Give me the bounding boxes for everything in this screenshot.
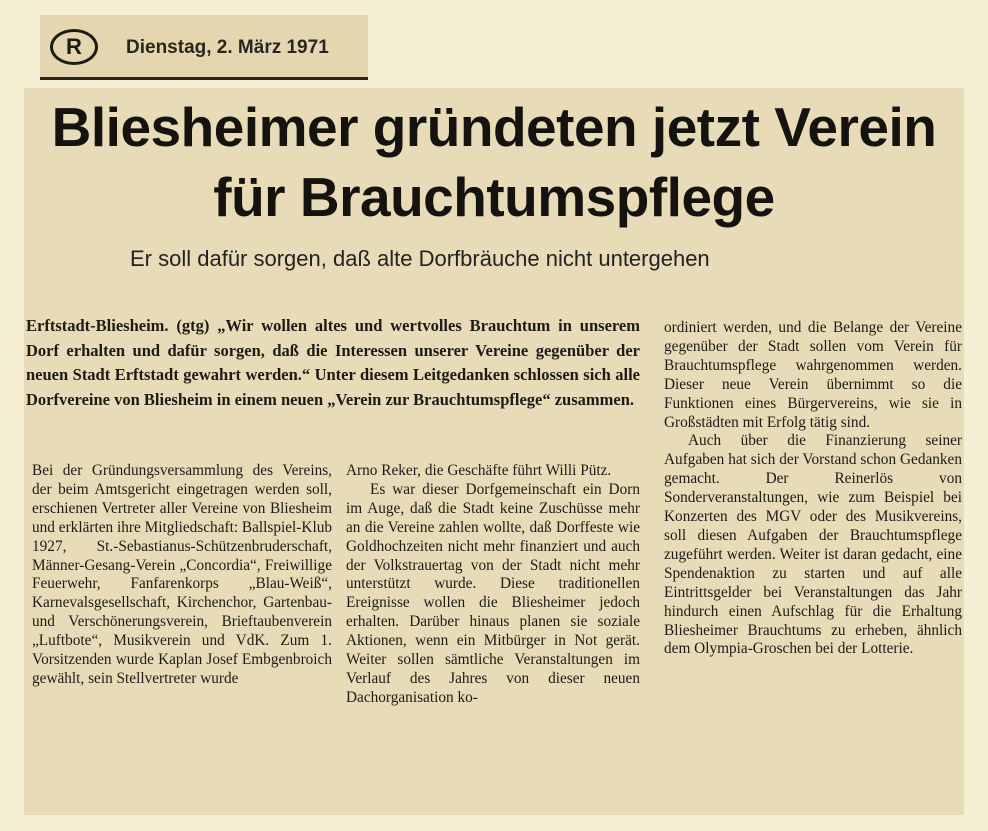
article-clipping [24,88,964,815]
masthead-date: Dienstag, 2. März 1971 [126,37,329,58]
article-lead: Erftstadt-Bliesheim. (gtg) „Wir wollen altes und wertvolles Brauchtum in unserem Dorf erhalten und dafür sorgen, daß die Interessen unserer Vereine gegenüber der neuen Stadt Erftstadt gewahrt werden.“ Unter diesem Leitgedanken schlossen sich alle Dorfvereine von Bliesheim in einem neuen „Verein zur Brauchtumspflege“ zusammen. [26,316,640,409]
article-column-2 [346,462,640,708]
article-paragraph: Auch über die Finanzierung seiner Aufgaben hat sich der Vorstand schon Gedanken gemacht. Der Reinerlös von Sonderveranstaltungen, wie zum Beispiel bei Konzerten des MGV oder des Musikvereins, soll diesen Aufgaben der Brauchtumspflege zugeführt werden. Weiter ist daran gedacht, eine Spendenaktion zu starten und auf alle Eintrittsgelder bei Veranstaltungen das Jahr hindurch einen Aufschlag für die Erhaltung Bliesheimer Brauchtums zu erheben, ähnlich dem Olympia-Groschen bei der Lotterie. [664,432,962,658]
newspaper-logo: R [50,29,98,65]
article-subheadline: Er soll dafür sorgen, daß alte Dorfbräuche nicht untergehen [130,246,710,271]
article-column-3 [664,319,962,659]
article-column-1 [32,462,332,689]
article-paragraph: Es war dieser Dorfgemeinschaft ein Dorn im Auge, daß die Stadt keine Zuschüsse mehr an die Vereine zahlen wollte, daß Dorffeste wie Goldhochzeiten nicht mehr finanziert und auch der Volkstrauertag von der Stadt nicht mehr unterstützt wurde. Diese traditionellen Ereignisse wollen die Bliesheimer jedoch erhalten. Darüber hinaus planen sie soziale Aktionen, wenn ein Mitbürger in Not gerät. Weiter sollen sämtliche Veranstaltungen im Verlauf des Jahres von dieser neuen Dachorganisation ko- [346,480,640,706]
article-paragraph: ordiniert werden, und die Belange der Vereine gegenüber der Stadt sollen vom Verein für Brauchtumspflege wahrgenommen werden. Dieser neue Verein übernimmt so die Funktionen eines Bürgervereins, wie sie in Großstädten mit Erfolg tätig sind. [664,319,962,431]
article-headline: Bliesheimer gründeten jetzt Verein für Brauchtumspflege [51,96,937,228]
article-paragraph: Bei der Gründungsversammlung des Vereins, der beim Amtsgericht eingetragen werden soll, erschienen Vertreter aller Vereine von Bliesheim und erklärten ihre Mitgliedschaft: Ballspiel-Klub 1927, St.-Sebastianus-Schützenbruderschaft, Männer-Gesang-Verein „Concordia“, Freiwillige Feuerwehr, Fanfarenkorps „Blau-Weiß“, Karnevalsgesellschaft, Kirchenchor, Gartenbau- und Verschönerungsverein, Brieftaubenverein „Luftbote“, Musikverein und VdK. Zum 1. Vorsitzenden wurde Kaplan Josef Embgenbroich gewählt, sein Stellvertreter wurde [32,462,332,687]
article-paragraph: Arno Reker, die Geschäfte führt Willi Pütz. [346,462,612,479]
masthead [40,15,368,80]
